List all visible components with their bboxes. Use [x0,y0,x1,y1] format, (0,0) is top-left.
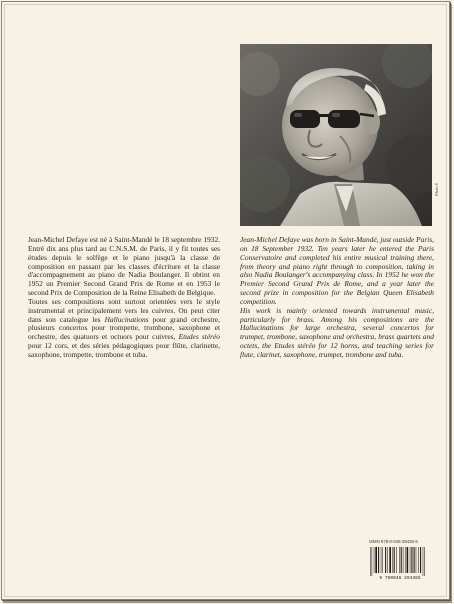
biography-english-text: His work is mainly oriented towards instrumental music, particularly for brass. Among his compositions are the [240,305,434,324]
biography-french-text: Toutes ses compositions sont surtout orientées vers le style instrumental et principalement vers les cuivres. On peut citer dans son catalogue les [28,296,220,324]
biography-english-text: Jean-Michel Defaye was born in Saint-Mandé, just outside Paris, on 18 September 1932. Ten years later he entered the Paris Conservatoire and completed his entire musical training there, from theory and piano right through to composition, taking in also Nadia Boulanger's accompanying class. In 1952 he won the [240,235,434,280]
work-title-etudes-stereo: Etudes stéréo [274,341,316,351]
biography-english-paragraph-2 [240,307,434,360]
biography-english-text: , and a year later the second prize in composition for the Belgian Queen Elisabeth competition. [240,279,434,306]
biography-french-text: pour grand orchestre, plusieurs concertos pour trompette, trombone, saxophone et orchestre, des quatuors et octuors pour cuivres, [28,314,220,342]
barcode-digits: 9 790046 294365 [379,576,421,581]
biography-english-paragraph-1 [240,236,434,307]
barcode-bars-icon [369,547,431,576]
prize-title: Premier Second Grand Prix de Rome [240,279,362,289]
biography-french [28,236,220,360]
biography-french-paragraph-1: Jean-Michel Defaye est né à Saint-Mandé le 18 septembre 1932. Entré dix ans plus tard au C.N.S.M. de Paris, il y fit toutes ses études depuis le solfège et le piano jusqu'à la classe de composition en passant par les classes d'écriture et la classe d'accompagnement au piano de Nadia Boulanger. Il obtint en 1952 un Premier Second Grand Prix de Rome et en 1953 le second Prix de Composition de la Reine Elisabeth de Belgique. [28,235,220,298]
photo-credit: Photo X [434,183,439,196]
composer-portrait-photo [240,44,432,226]
work-title-hallucinations: Hallucinations [240,323,284,333]
biography-english-text: for 12 horns, and teaching series for flute, clarinet, saxophone, trumpet, trombone and tuba. [240,341,434,359]
biography-english-text: for large orchestra, several concertos for trumpet, trombone, saxophone and orchestra, brass quartets and octets, the [240,323,434,351]
barcode [369,547,431,583]
ismn-number: ISMN 979-0-046-29436-5 [369,539,418,544]
biography-french-paragraph-2 [28,298,220,360]
work-title-hallucinations: Hallucinations [104,314,149,324]
work-title-etudes-stereo: Etudes stéréo [178,332,220,342]
biography-english [240,236,434,360]
biography-french-text: pour 12 cors, et des séries pédagogiques pour flûte, clarinette, saxophone, trompette, trombone et tuba. [28,341,220,359]
